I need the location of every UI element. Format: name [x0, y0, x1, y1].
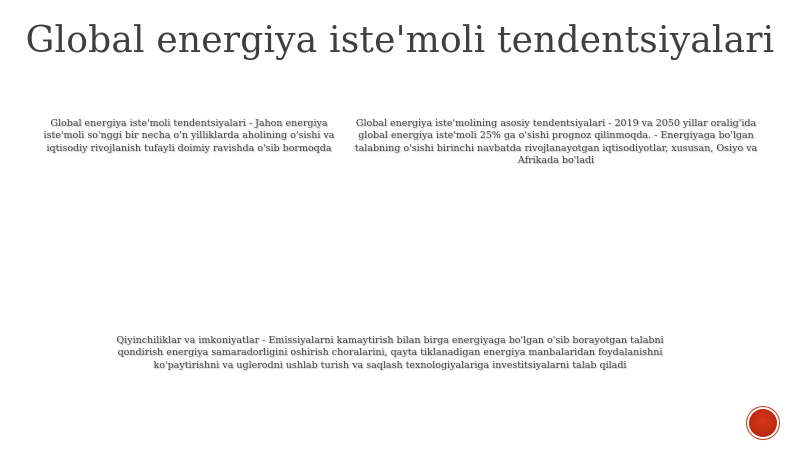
text-box-main-trends: Global energiya iste'molining asosiy tendentsiyalari - 2019 va 2050 yillar oralig'ida global energiya iste'moli 25% ga o'sishi prognoz qilinmoqda. - Energiyaga bo'lgan talabning o'sishi birinchi navbatda rivojlanayotgan iqtisodiyotlar, xususan, Osiyo va Afrikada bo'ladi [354, 118, 758, 166]
text-box-challenges-opportunities: Qiyinchiliklar va imkoniyatlar - Emissiyalarni kamaytirish bilan birga energiyaga bo'lgan o'sib borayotgan talabni qondirish energiya samaradorligini oshirish choralarini, qayta tiklanadigan energiya manbalaridan foydalanishni ko'paytirishni va uglerodni ushlab turish va saqlash texnologiyalariga investitsiyalarni talab qiladi [116, 335, 664, 371]
next-slide-button[interactable] [749, 409, 777, 437]
text-box-global-trends: Global energiya iste'moli tendentsiyalari - Jahon energiya iste'moli so'nggi bir necha o'n yilliklarda aholining o'sishi va iqtisodiy rivojlanish tufayli doimiy ravishda o'sib bormoqda [43, 118, 335, 154]
slide-title: Global energiya iste'moli tendentsiyalari [25, 20, 775, 61]
